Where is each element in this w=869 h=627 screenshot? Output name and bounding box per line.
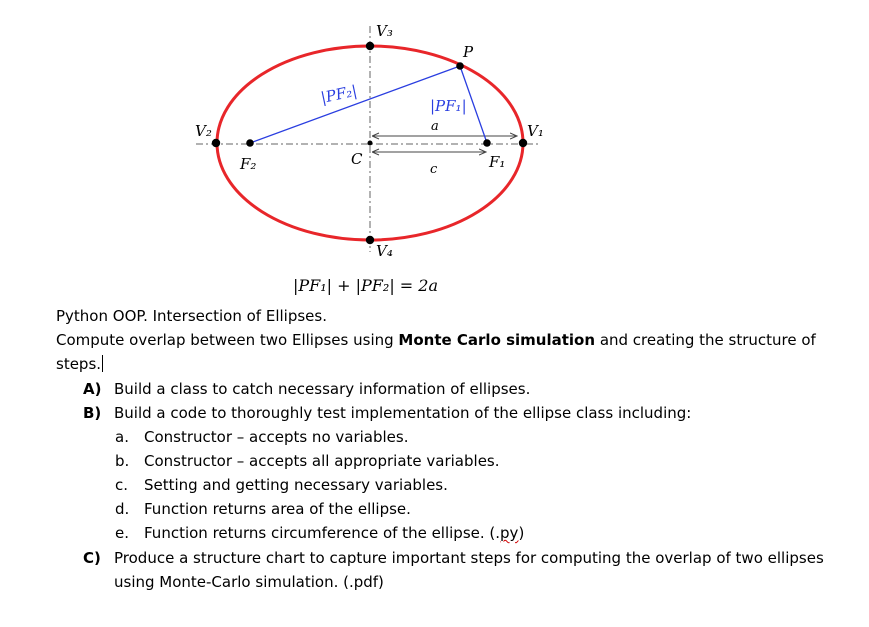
intro-text-end: and creating the structure of bbox=[595, 331, 816, 349]
pf2-line bbox=[250, 66, 460, 143]
list-letter-b: B) bbox=[83, 404, 102, 422]
ellipse-equation: |PF₁| + |PF₂| = 2a bbox=[293, 276, 438, 295]
list-text-c: Produce a structure chart to capture important steps for computing the overlap of two ellipses bbox=[114, 549, 824, 567]
label-a: a bbox=[431, 119, 439, 134]
vertex-v2-point bbox=[212, 139, 220, 147]
intro-line-2 bbox=[56, 354, 103, 374]
list-letter-c: C) bbox=[83, 549, 101, 567]
sub-letter-b: b. bbox=[115, 452, 130, 470]
sub-text-e-start: Function returns circumference of the ellipse. (. bbox=[144, 524, 501, 542]
intro-text-start: Compute overlap between two Ellipses using bbox=[56, 331, 399, 349]
sub-letter-e: e. bbox=[115, 524, 129, 542]
list-text-b: Build a code to thoroughly test implementation of the ellipse class including: bbox=[114, 404, 692, 422]
label-c-center: C bbox=[351, 150, 363, 168]
spellcheck-word: py bbox=[500, 524, 519, 542]
sub-text-e bbox=[144, 523, 524, 543]
sub-text-e-end: ) bbox=[518, 524, 525, 542]
label-f2: F₂ bbox=[240, 155, 257, 173]
vertex-v3-point bbox=[366, 42, 374, 50]
list-text-a: Build a class to catch necessary information of ellipses. bbox=[114, 380, 531, 398]
sub-letter-d: d. bbox=[115, 500, 130, 518]
label-v3: V₃ bbox=[376, 22, 393, 40]
focus-f2-point bbox=[246, 139, 254, 147]
label-v2: V₂ bbox=[195, 122, 212, 140]
sub-letter-a: a. bbox=[115, 428, 129, 446]
label-pf1: |PF₁| bbox=[430, 97, 467, 115]
sub-text-c: Setting and getting necessary variables. bbox=[144, 476, 448, 494]
label-p: P bbox=[463, 43, 474, 61]
vertex-v4-point bbox=[366, 236, 374, 244]
label-v1: V₁ bbox=[527, 122, 544, 140]
sub-letter-c: c. bbox=[115, 476, 129, 494]
label-v4: V₄ bbox=[376, 242, 393, 260]
vertex-v1-point bbox=[519, 139, 527, 147]
center-c-point bbox=[368, 141, 373, 146]
sub-text-b: Constructor – accepts all appropriate variables. bbox=[144, 452, 500, 470]
point-p bbox=[456, 62, 464, 70]
sub-text-a: Constructor – accepts no variables. bbox=[144, 428, 409, 446]
ellipse-diagram bbox=[0, 0, 869, 300]
sub-text-d: Function returns area of the ellipse. bbox=[144, 500, 411, 518]
label-c-distance: c bbox=[430, 162, 438, 177]
list-letter-a: A) bbox=[83, 380, 102, 398]
label-f1: F₁ bbox=[489, 153, 506, 171]
list-item-c-continued: using Monte-Carlo simulation. (.pdf) bbox=[114, 573, 384, 591]
label-pf2: |PF₂| bbox=[319, 81, 359, 107]
intro-text-continued: steps. bbox=[56, 355, 102, 373]
document-title: Python OOP. Intersection of Ellipses. bbox=[56, 307, 327, 325]
focus-f1-point bbox=[483, 139, 491, 147]
intro-line-1 bbox=[56, 330, 816, 350]
intro-bold-phrase: Monte Carlo simulation bbox=[398, 331, 596, 349]
text-cursor bbox=[102, 355, 103, 372]
